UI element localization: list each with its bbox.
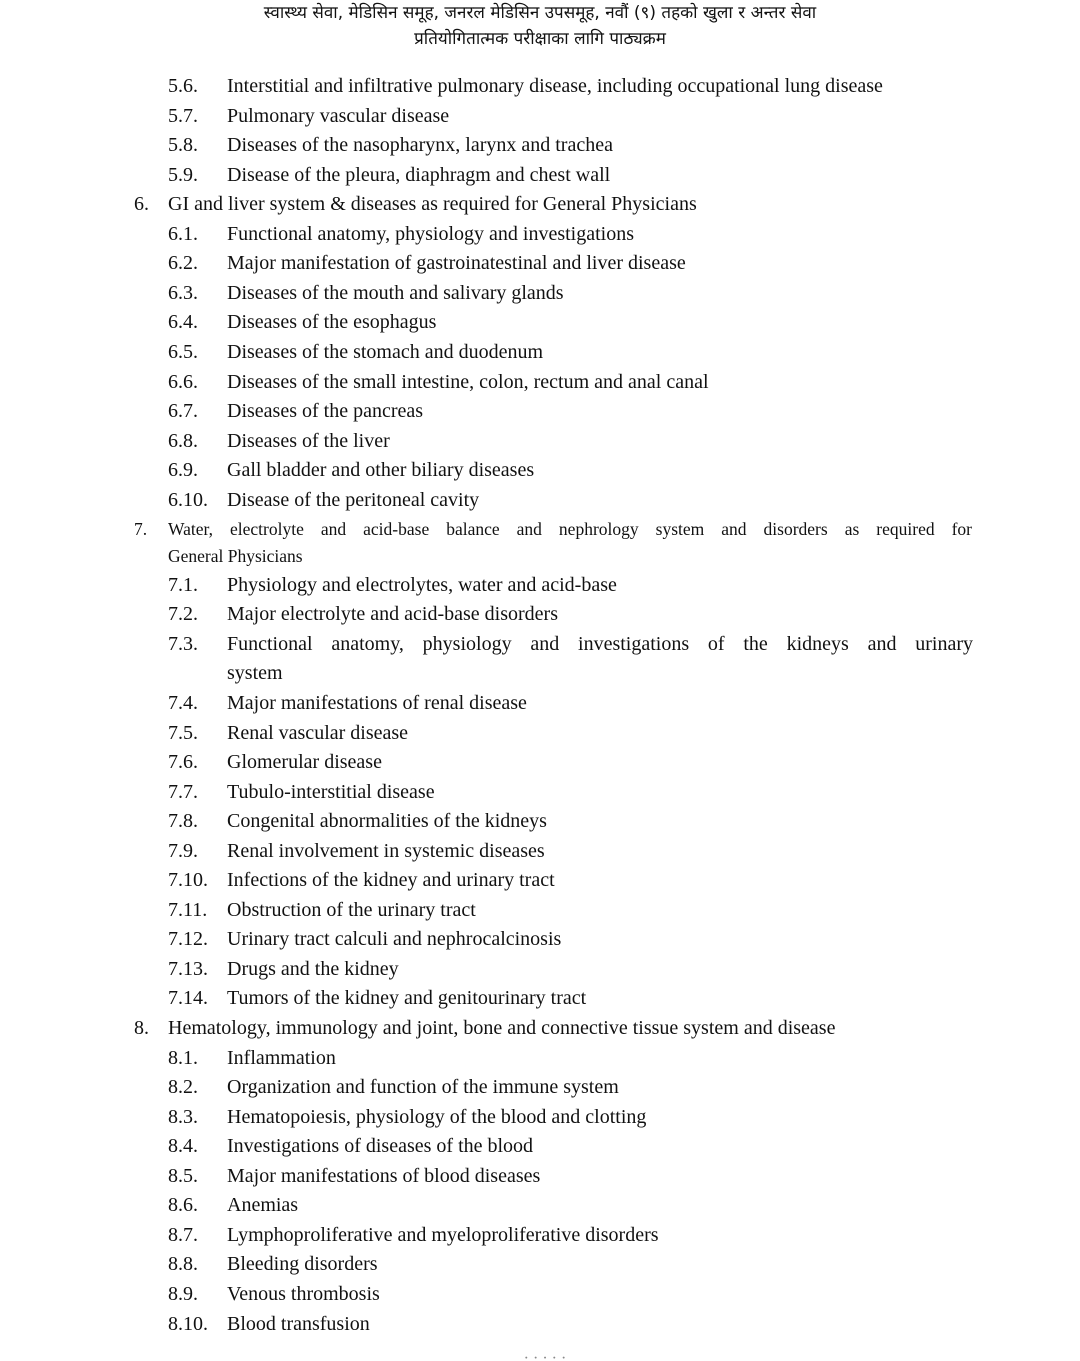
item-number: 8.5.: [168, 1164, 198, 1187]
item-text: Renal involvement in systemic diseases: [227, 839, 545, 862]
item-text: General Physicians: [168, 546, 303, 567]
item-number: 7.14.: [168, 987, 208, 1010]
item-text: Organization and function of the immune system: [227, 1076, 619, 1099]
item-text: Glomerular disease: [227, 751, 382, 774]
item-number: 6.10.: [168, 488, 208, 511]
item-text: Bleeding disorders: [227, 1253, 378, 1276]
item-text: Major electrolyte and acid-base disorders: [227, 603, 558, 626]
item-number: 7.5.: [168, 721, 198, 744]
item-text: Functional anatomy, physiology and investigations: [227, 222, 634, 245]
item-number: 8.3.: [168, 1105, 198, 1128]
item-number: 6.3.: [168, 281, 198, 304]
item-number: 6.: [134, 193, 149, 216]
item-number: 5.8.: [168, 134, 198, 157]
item-number: 8.: [134, 1017, 149, 1039]
item-text: Major manifestations of blood diseases: [227, 1164, 541, 1187]
item-text: GI and liver system & diseases as required for General Physicians: [168, 193, 697, 216]
item-number: 7.13.: [168, 957, 208, 980]
item-number: 8.4.: [168, 1135, 198, 1158]
item-number: 7.1.: [168, 573, 198, 596]
item-text: Urinary tract calculi and nephrocalcinosis: [227, 928, 562, 951]
item-number: 7.8.: [168, 810, 198, 833]
header-title-line-1: स्वास्थ्य सेवा, मेडिसिन समूह, जनरल मेडिसिन उपसमूह, नवौं (९) तहको खुला र अन्तर सेवा: [263, 3, 817, 23]
item-number: 5.7.: [168, 104, 198, 127]
item-text: Functional anatomy, physiology and investigations of the kidneys and urinary: [227, 632, 973, 655]
item-text: Lymphoproliferative and myeloproliferative disorders: [227, 1223, 659, 1246]
item-text: Diseases of the stomach and duodenum: [227, 340, 544, 363]
item-text: Venous thrombosis: [227, 1282, 380, 1305]
item-number: 7.2.: [168, 603, 198, 626]
item-text: Diseases of the nasopharynx, larynx and trachea: [227, 134, 613, 157]
item-number: 6.6.: [168, 370, 198, 393]
item-text: Diseases of the liver: [227, 429, 390, 452]
item-number: 7.4.: [168, 691, 198, 714]
item-number: 6.8.: [168, 429, 198, 452]
item-number: 5.9.: [168, 163, 198, 186]
item-number: 7.3.: [168, 632, 198, 655]
item-text: Inflammation: [227, 1046, 336, 1069]
item-text: Obstruction of the urinary tract: [227, 898, 476, 921]
item-number: 8.7.: [168, 1223, 198, 1246]
item-number: 6.5.: [168, 340, 198, 363]
item-text: Anemias: [227, 1194, 299, 1217]
item-number: 8.1.: [168, 1046, 198, 1069]
item-number: 7.9.: [168, 839, 198, 862]
page-footer-fragment: · · · · ·: [523, 1350, 567, 1361]
item-text: Diseases of the small intestine, colon, rectum and anal canal: [227, 370, 709, 393]
item-text: Physiology and electrolytes, water and acid-base: [227, 573, 617, 596]
item-number: 6.2.: [168, 252, 198, 275]
item-number: 8.8.: [168, 1253, 198, 1276]
item-text: Renal vascular disease: [227, 721, 409, 744]
item-text: Diseases of the esophagus: [227, 311, 437, 334]
item-text: Blood transfusion: [227, 1312, 370, 1335]
item-number: 7.6.: [168, 751, 198, 774]
item-text: Diseases of the pancreas: [227, 400, 424, 423]
item-number: 8.10.: [168, 1312, 208, 1335]
item-text: Gall bladder and other biliary diseases: [227, 459, 535, 482]
item-text: Infections of the kidney and urinary tract: [227, 869, 555, 892]
item-text: Diseases of the mouth and salivary glands: [227, 281, 564, 304]
header-title-line-2: प्रतियोगितात्मक परीक्षाका लागि पाठ्यक्रम: [414, 29, 666, 49]
item-text: Major manifestations of renal disease: [227, 691, 527, 714]
item-number: 7.7.: [168, 780, 198, 803]
item-number: 8.6.: [168, 1194, 198, 1217]
item-text: Hematology, immunology and joint, bone and connective tissue system and disease: [168, 1017, 836, 1039]
item-number: 6.1.: [168, 222, 198, 245]
item-number: 7.10.: [168, 869, 208, 892]
item-text: Drugs and the kidney: [227, 957, 399, 980]
item-text: Disease of the pleura, diaphragm and chest wall: [227, 163, 611, 186]
item-number: 7.12.: [168, 928, 208, 951]
item-number: 7.11.: [168, 898, 208, 921]
item-number: 6.7.: [168, 400, 198, 423]
item-number: 8.2.: [168, 1076, 198, 1099]
item-text: Tumors of the kidney and genitourinary tract: [227, 987, 587, 1010]
item-text: Major manifestation of gastroinatestinal and liver disease: [227, 252, 686, 275]
item-number: 5.6.: [168, 75, 198, 97]
item-text: system: [227, 662, 283, 685]
item-text: Interstitial and infiltrative pulmonary disease, including occupational lung disease: [227, 75, 883, 97]
item-number: 6.9.: [168, 459, 198, 482]
item-number: 8.9.: [168, 1282, 198, 1305]
item-number: 7.: [134, 519, 148, 540]
item-text: Investigations of diseases of the blood: [227, 1135, 534, 1158]
item-text: Tubulo-interstitial disease: [227, 780, 435, 803]
item-text: Hematopoiesis, physiology of the blood and clotting: [227, 1105, 647, 1128]
item-text: Water, electrolyte and acid-base balance and nephrology system and disorders as required for: [168, 519, 972, 540]
item-text: Disease of the peritoneal cavity: [227, 488, 480, 511]
item-number: 6.4.: [168, 311, 198, 334]
item-text: Congenital abnormalities of the kidneys: [227, 810, 547, 833]
item-text: Pulmonary vascular disease: [227, 104, 450, 127]
